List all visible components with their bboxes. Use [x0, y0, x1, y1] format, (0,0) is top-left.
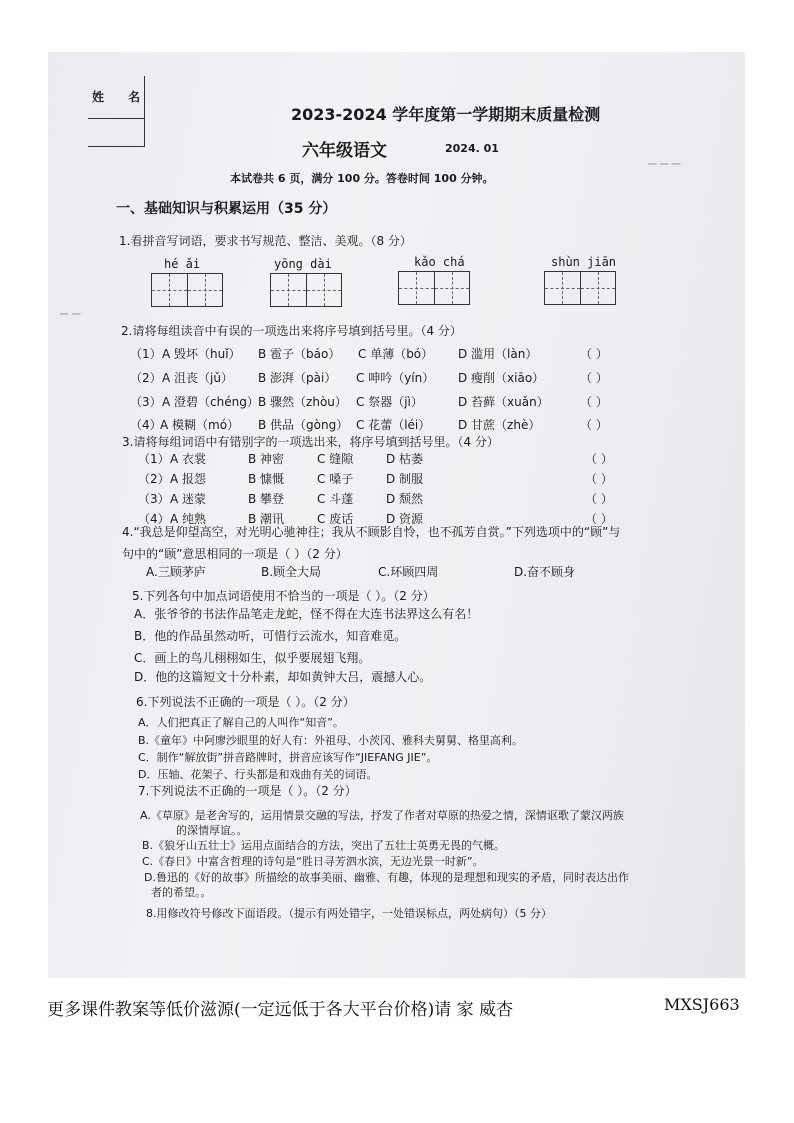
q2-option: A 澄碧（chéng） — [162, 395, 259, 409]
q3-row-label: （2） — [138, 472, 170, 486]
bleed-through: ▁ ▁ — [60, 302, 81, 315]
q5-option: C．画上的鸟儿栩栩如生，似乎要展翅飞翔。 — [134, 651, 371, 665]
q4-line2: 句中的“顾”意思相同的一项是（ ）（2 分） — [122, 547, 348, 561]
q1-prompt: 1.看拼音写词语，要求书写规范、整洁、美观。（8 分） — [119, 234, 412, 248]
q2-row-label: （3） — [130, 395, 162, 409]
q2-option: D 滥用（làn） — [458, 347, 538, 361]
exam-date: 2024. 01 — [445, 142, 499, 155]
answer-bracket[interactable]: （ ） — [580, 347, 608, 361]
answer-bracket[interactable]: （ ） — [580, 418, 608, 432]
q2-option: D 瘦削（xiāo） — [458, 371, 545, 385]
bleed-through: ▁ ▁ ▁ — [648, 152, 681, 165]
q2-option: C 呻吟（yín） — [356, 371, 435, 385]
q2-option: B 澎湃（pài） — [258, 371, 337, 385]
q7-option-cont: 的深情厚谊。。 — [176, 824, 248, 837]
q6-option: B.《童年》中阿廖沙眼里的好人有：外祖母、小茨冈、雅科夫舅舅、格里高利。 — [138, 734, 524, 747]
q3-option: C 缝隙 — [317, 452, 354, 466]
section-heading: 一、基础知识与积累运用（35 分） — [116, 201, 337, 217]
answer-bracket[interactable]: （ ） — [580, 395, 608, 409]
q3-option: C 斗蓬 — [317, 492, 354, 506]
q2-option: C 花蕾（léi） — [356, 418, 431, 432]
q2-option: D 甘蔗（zhè） — [458, 418, 541, 432]
q3-option: D 资源 — [386, 512, 424, 526]
q4-option: B.顾全大局 — [261, 565, 322, 579]
exam-title: 2023-2024 学年度第一学期期末质量检测 — [291, 105, 601, 124]
exam-info: 本试卷共 6 页，满分 100 分。答卷时间 100 分钟。 — [230, 172, 494, 185]
q4-option: D.奋不顾身 — [514, 565, 576, 579]
q5-option: D．他的这篇短文十分朴素，却如黄钟大吕，震撼人心。 — [134, 670, 432, 684]
name-label: 姓 名 — [92, 90, 151, 104]
q2-prompt: 2.请将每组读音中有误的一项选出来将序号填到括号里。（4 分） — [121, 324, 462, 338]
pinyin-4: shùn jiān — [551, 255, 617, 269]
pinyin-1: hé ǎi — [164, 257, 201, 271]
q4-option: C.环顾四周 — [378, 565, 439, 579]
q5-option: A．张爷爷的书法作品笔走龙蛇，怪不得在大连书法界这么有名！ — [134, 607, 479, 621]
writing-grid-2[interactable] — [270, 273, 342, 307]
q3-option: B 攀登 — [248, 492, 285, 506]
answer-bracket[interactable]: （ ） — [585, 472, 613, 486]
q2-option: A 毁坏（huǐ） — [162, 347, 241, 361]
q3-row-label: （3） — [138, 492, 170, 506]
answer-bracket[interactable]: （ ） — [585, 452, 613, 466]
answer-bracket[interactable]: （ ） — [580, 371, 608, 385]
q2-row-label: （2） — [130, 371, 162, 385]
q7-prompt: 7.下列说法不正确的一项是（ ）。（2 分） — [138, 784, 357, 798]
q3-option: B 潮讯 — [248, 512, 285, 526]
q2-row-label: （4） — [130, 418, 162, 432]
q2-option: B 雹子（báo） — [258, 347, 341, 361]
q7-option: C.《春日》中富含哲理的诗句是“胜日寻芳泗水滨，无边光景一时新”。 — [142, 855, 484, 868]
q2-option: C 单薄（bó） — [358, 347, 434, 361]
name-box — [88, 76, 145, 147]
q3-option: A 衣裳 — [170, 452, 207, 466]
writing-grid-1[interactable] — [151, 273, 223, 307]
pinyin-3: kǎo chá — [414, 255, 465, 269]
exam-photo — [48, 52, 745, 978]
q3-option: C 废话 — [317, 512, 354, 526]
writing-grid-3[interactable] — [398, 271, 470, 305]
q2-option: C 祭器（jì） — [356, 395, 423, 409]
q3-row-label: （1） — [138, 452, 170, 466]
q2-option: D 苔藓（xuǎn） — [458, 395, 549, 409]
q8-prompt: 8.用修改符号修改下面语段。（提示有两处错字，一处错误标点，两处病句）（5 分） — [146, 907, 552, 920]
q3-option: D 颓然 — [386, 492, 424, 506]
q7-option-cont: 者的希望。。 — [151, 886, 212, 899]
q4-option: A.三顾茅庐 — [146, 565, 206, 579]
answer-bracket[interactable]: （ ） — [585, 492, 613, 506]
q3-option: A 纯熟 — [170, 512, 207, 526]
q2-row-label: （1） — [130, 347, 162, 361]
q2-option: B 供品（gòng） — [258, 418, 349, 432]
q3-option: B 神密 — [248, 452, 285, 466]
name-line — [88, 118, 144, 119]
q3-prompt: 3.请将每组词语中有错别字的一项选出来，将序号填到括号里。（4 分） — [122, 435, 499, 449]
q6-option: D．压轴、花架子、行头都是和戏曲有关的词语。 — [138, 768, 378, 781]
q6-option: A．人们把真正了解自己的人叫作“知音”。 — [138, 716, 344, 729]
q3-option: C 嗓子 — [317, 472, 354, 486]
subject-title: 六年级语文 — [302, 141, 387, 161]
footer-code: MXSJ663 — [664, 995, 740, 1014]
q4-line1: 4.“我总是仰望高空，对光明心驰神往；我从不顾影自怜，也不孤芳自赏。”下列选项中的“顾”与 — [122, 525, 621, 539]
q3-option: D 枯萎 — [386, 452, 424, 466]
q3-option: D 制服 — [386, 472, 424, 486]
footer-promo: 更多课件教案等低价滋源(一定远低于各大平台价格)请 家 威杏 — [47, 1000, 514, 1020]
q3-row-label: （4） — [138, 512, 170, 526]
q7-option: B.《狼牙山五壮士》运用点面结合的方法，突出了五壮士英勇无畏的气概。 — [142, 839, 506, 852]
pinyin-2: yōng dài — [274, 257, 332, 271]
writing-grid-4[interactable] — [544, 271, 616, 305]
q2-option: A 沮丧（jǔ） — [162, 371, 233, 385]
q2-option: A 模糊（mó） — [160, 418, 240, 432]
q2-option: B 骤然（zhòu） — [258, 395, 347, 409]
q3-option: A 报怨 — [170, 472, 207, 486]
q7-option: A.《草原》是老舍写的，运用情景交融的写法，抒发了作者对草原的热爱之情，深情讴歌了蒙汉两族 — [140, 809, 624, 822]
q5-prompt: 5.下列各句中加点词语使用不恰当的一项是（ ）。（2 分） — [132, 589, 435, 603]
q6-prompt: 6.下列说法不正确的一项是（ ）。（2 分） — [136, 695, 355, 709]
answer-bracket[interactable]: （ ） — [585, 512, 613, 526]
q5-option: B．他的作品虽然动听，可惜行云流水，知音难觅。 — [134, 629, 407, 643]
q6-option: C．制作“解放街”拼音路牌时，拼音应该写作“JIEFANG JIE”。 — [138, 751, 438, 764]
q7-option: D.鲁迅的《好的故事》所描绘的故事美丽、幽雅、有趣，体现的是理想和现实的矛盾，同时表达出作 — [144, 871, 629, 884]
q3-option: B 慷慨 — [248, 472, 285, 486]
q3-option: A 迷蒙 — [170, 492, 207, 506]
